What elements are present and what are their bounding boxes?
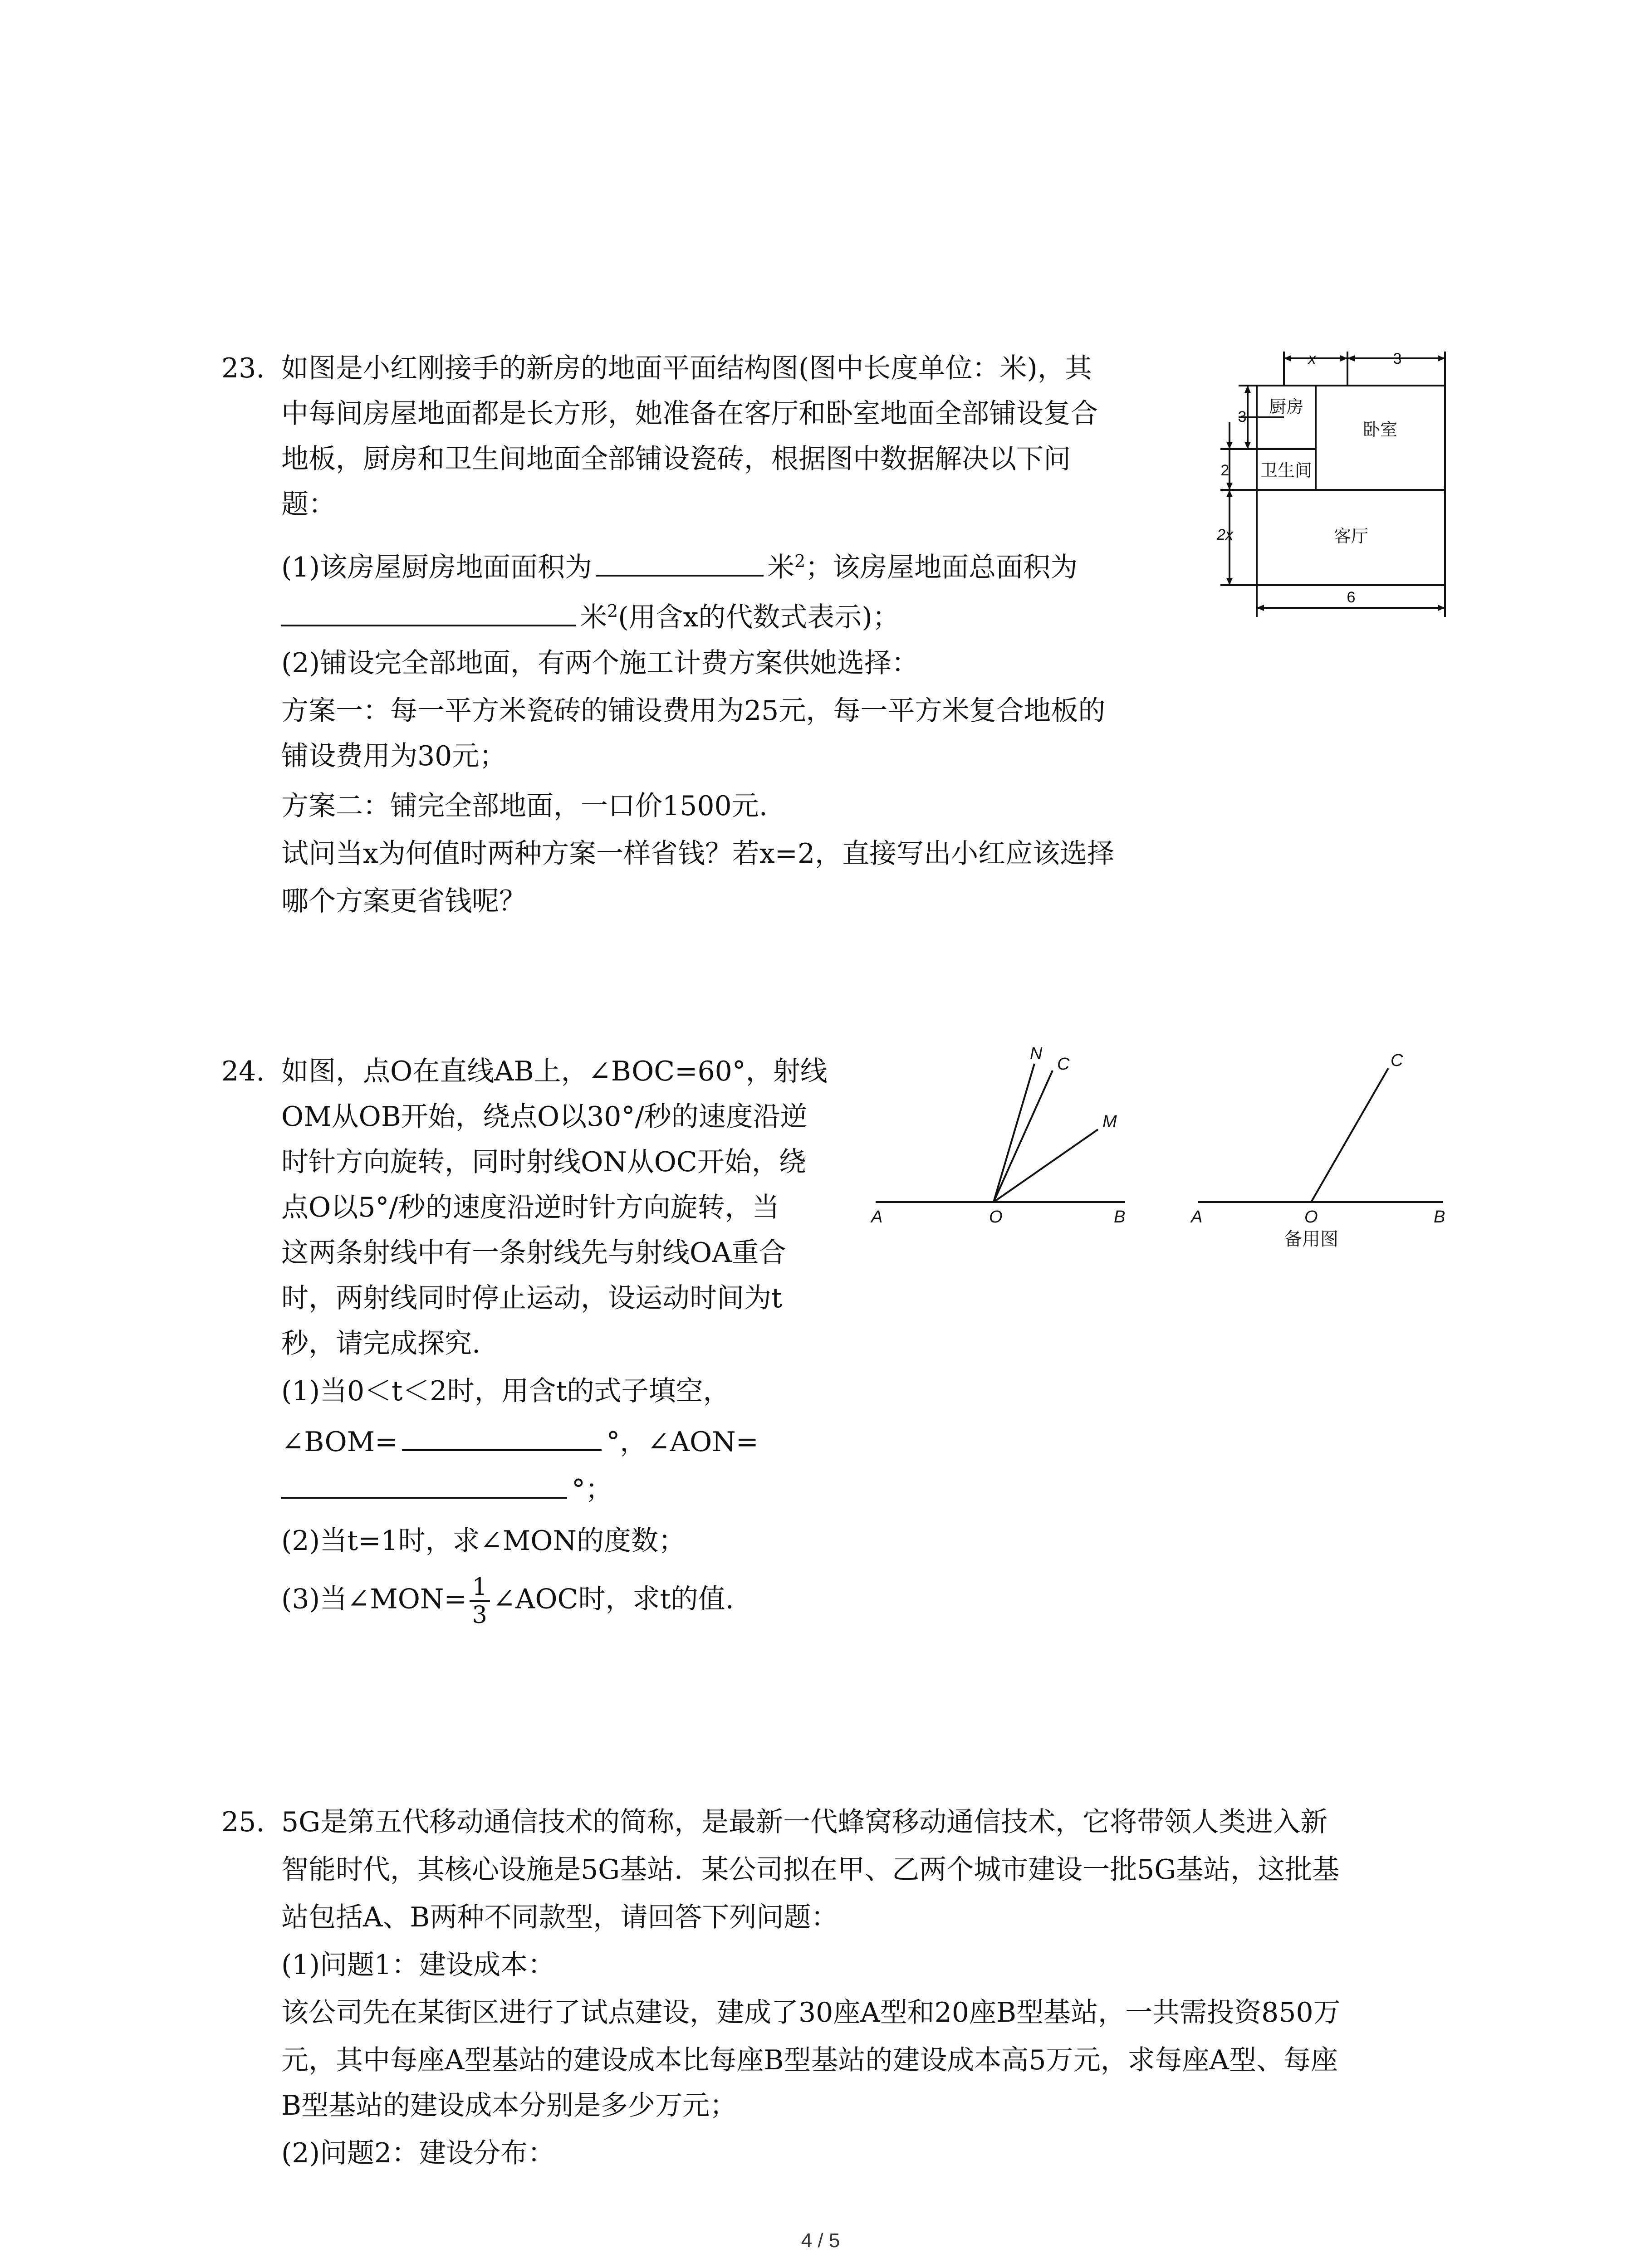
q24-part2: (2)当t=1时，求∠MON的度数； xyxy=(281,1525,686,1557)
kitchen-area-blank xyxy=(596,547,764,577)
fig1-label-A: A xyxy=(871,1207,883,1227)
q23-line-3: 地板，厨房和卫生间地面全部铺设瓷砖，根据图中数据解决以下问 xyxy=(281,443,1071,475)
room-living: 客厅 xyxy=(1333,527,1369,546)
q24-part1: (1)当0＜t＜2时，用含t的式子填空， xyxy=(281,1375,730,1407)
fig2-label-A: A xyxy=(1191,1207,1203,1227)
q24-line-5: 这两条射线中有一条射线先与射线OA重合 xyxy=(281,1237,786,1269)
q24-line-2: OM从OB开始，绕点O以30°/秒的速度沿逆 xyxy=(281,1101,808,1133)
q23-plan1-b: 铺设费用为30元； xyxy=(281,740,507,772)
q23-part1-text-a: (1)该房屋厨房地面面积为 xyxy=(281,552,592,583)
q23-part1-row2 xyxy=(281,592,900,636)
q23-part1-text-b: ；该房屋地面总面积为 xyxy=(805,552,1078,583)
bom-blank xyxy=(402,1422,602,1451)
dim-top-3: 3 xyxy=(1393,350,1402,367)
bom-label: ∠BOM= xyxy=(281,1426,398,1458)
q25-line-2: 智能时代，其核心设施是5G基站．某公司拟在甲、乙两个城市建设一批5G基站，这批基 xyxy=(281,1854,1340,1886)
q23-part1-text-c: (用含x的代数式表示)； xyxy=(618,601,900,633)
dim-left-3: 3 xyxy=(1238,408,1247,425)
q25-number: 25. xyxy=(221,1806,265,1838)
q24-line-6: 时，两射线同时停止运动，设运动时间为t xyxy=(281,1282,783,1314)
fig1-label-C: C xyxy=(1057,1055,1070,1074)
floor-plan-figure xyxy=(1216,349,1461,631)
page-number: 4 / 5 xyxy=(801,2229,840,2252)
q23-part1-row1 xyxy=(281,542,1078,587)
aon-blank xyxy=(281,1470,567,1499)
aon-label: °，∠AON= xyxy=(606,1426,759,1458)
q25-line-5: 该公司先在某街区进行了试点建设，建成了30座A型和20座B型基站，一共需投资850万 xyxy=(281,1997,1341,2028)
q25-line-6: 元，其中每座A型基站的建设成本比每座B型基站的建设成本高5万元，求每座A型、每座 xyxy=(281,2044,1338,2076)
dim-bottom-6: 6 xyxy=(1347,589,1356,606)
dim-left-2x: 2x xyxy=(1217,526,1233,543)
unit-m2-a: 米 xyxy=(767,552,794,583)
q23-line-1: 如图是小红刚接手的新房的地面平面结构图(图中长度单位：米)，其 xyxy=(281,352,1092,384)
fraction-denominator: 3 xyxy=(472,1602,487,1629)
q23-number: 23. xyxy=(221,352,265,384)
fig1-label-N: N xyxy=(1030,1044,1043,1063)
q23-line-4: 题： xyxy=(281,489,336,520)
q25-line-4: (1)问题1：建设成本： xyxy=(281,1949,555,1981)
q24-line-3: 时针方向旋转，同时射线ON从OC开始，绕 xyxy=(281,1146,806,1178)
total-area-blank xyxy=(281,597,576,626)
room-bedroom: 卧室 xyxy=(1362,420,1398,440)
q25-line-8: (2)问题2：建设分布： xyxy=(281,2137,555,2169)
room-bathroom: 卫生间 xyxy=(1260,461,1313,480)
q24-part3 xyxy=(281,1574,734,1628)
unit-m2-b: 米 xyxy=(580,601,607,633)
fig2-label-C: C xyxy=(1391,1051,1403,1070)
q25-line-7: B型基站的建设成本分别是多少万元； xyxy=(281,2090,737,2121)
fraction-numerator: 1 xyxy=(470,1574,490,1602)
q24-part1-fill-row2 xyxy=(281,1470,612,1509)
fig1-label-M: M xyxy=(1102,1112,1117,1131)
fig2-caption: 备用图 xyxy=(1284,1229,1338,1249)
angle-figure-main xyxy=(862,1039,1152,1234)
unit-sup-b: 2 xyxy=(607,601,618,621)
q23-plan1-a: 方案一：每一平方米瓷砖的铺设费用为25元，每一平方米复合地板的 xyxy=(281,695,1106,727)
fraction-one-third xyxy=(470,1574,490,1628)
q25-line-1: 5G是第五代移动通信技术的简称，是最新一代蜂窝移动通信技术，它将带领人类进入新 xyxy=(281,1806,1328,1838)
fig2-label-O: O xyxy=(1304,1207,1318,1227)
room-kitchen: 厨房 xyxy=(1269,398,1304,417)
q23-plan2: 方案二：铺完全部地面，一口价1500元. xyxy=(281,790,768,822)
fig1-label-B: B xyxy=(1114,1207,1126,1227)
q24-part3-a: (3)当∠MON= xyxy=(281,1583,467,1615)
q23-ask-a: 试问当x为何值时两种方案一样省钱？若x=2，直接写出小红应该选择 xyxy=(281,838,1115,870)
angle-figure-spare xyxy=(1180,1039,1461,1266)
dim-left-2: 2 xyxy=(1220,462,1230,479)
q25-line-3: 站包括A、B两种不同款型，请回答下列问题： xyxy=(281,1901,838,1933)
q24-part3-b: ∠AOC时，求t的值. xyxy=(492,1583,734,1615)
q24-part1-fill-row1 xyxy=(281,1422,759,1461)
q24-line-7: 秒，请完成探究. xyxy=(281,1328,481,1359)
q24-line-1: 如图，点O在直线AB上，∠BOC=60°，射线 xyxy=(281,1056,828,1087)
fig2-label-B: B xyxy=(1434,1207,1445,1227)
q24-line-4: 点O以5°/秒的速度沿逆时针方向旋转，当 xyxy=(281,1192,779,1223)
q23-part2: (2)铺设完全部地面，有两个施工计费方案供她选择： xyxy=(281,647,919,679)
q23-line-2: 中每间房屋地面都是长方形，她准备在客厅和卧室地面全部铺设复合 xyxy=(281,398,1098,430)
q24-number: 24. xyxy=(221,1056,265,1087)
deg-end: °； xyxy=(572,1474,612,1505)
dim-top-x: x xyxy=(1308,350,1316,367)
unit-sup-a: 2 xyxy=(794,551,806,571)
q23-ask-b: 哪个方案更省钱呢？ xyxy=(281,885,526,917)
fig1-label-O: O xyxy=(989,1207,1003,1227)
